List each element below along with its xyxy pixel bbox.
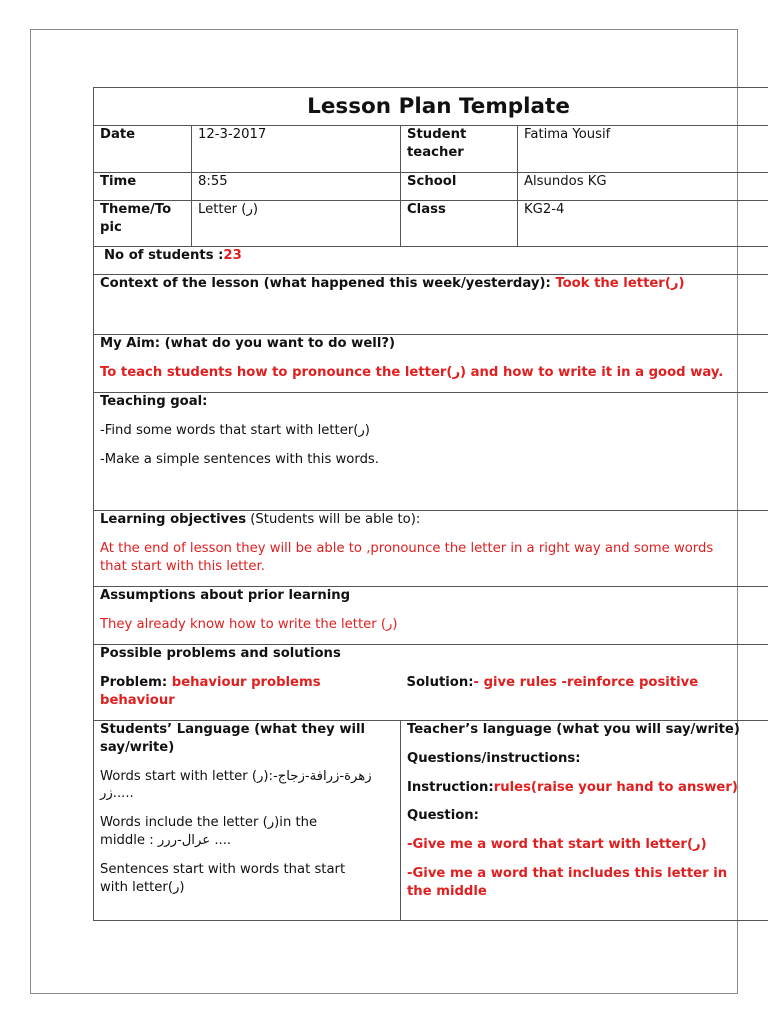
row-theme — [94, 201, 768, 247]
objectives-label: Learning objectives — [100, 512, 247, 527]
theme-label-line1: Theme/To — [100, 202, 172, 217]
solution-label: Solution: — [406, 674, 474, 690]
solution-line — [407, 674, 768, 692]
students-words-1-line2: زر..... — [100, 786, 134, 802]
students-language-header-line1: Students’ Language (what they will — [100, 722, 366, 737]
assumptions-cell — [94, 587, 768, 645]
students-language-cell — [94, 721, 401, 921]
students-words-3-line1: Sentences start with words that start — [100, 861, 346, 877]
solution-value: - give rules -reinforce positive — [473, 674, 699, 690]
theme-value: Letter (ر) — [192, 201, 401, 247]
students-words-2-line1: Words include the letter (ر)in the — [100, 815, 318, 831]
student-teacher-label-line2: teacher — [407, 144, 464, 160]
objectives-cell — [94, 511, 768, 587]
students-words-3-line2: with letter(ر) — [100, 879, 185, 895]
row-language — [94, 721, 768, 921]
teaching-goal-item-1: -Find some words that start with letter(ر) — [100, 422, 370, 438]
school-label: School — [401, 173, 518, 201]
students-words-1-line1: Words start with letter (ر):-زهرة-زرافة-زجاج — [100, 768, 372, 784]
question-label: Question: — [407, 808, 479, 824]
problems-right-spacer — [407, 645, 768, 663]
class-value: KG2-4 — [518, 201, 768, 247]
objectives-value-line1: At the end of lesson they will be able to ,pronounce the letter in a right way and some words — [100, 540, 714, 556]
lesson-plan-table — [93, 87, 768, 921]
questions-instructions-label: Questions/instructions: — [407, 750, 581, 766]
students-words-2-line2: middle : عرال-ررر .... — [100, 833, 232, 849]
students-count-cell — [94, 247, 768, 275]
problem-value-line2: behaviour — [100, 692, 175, 708]
problem-label: Problem: — [100, 674, 172, 690]
problems-label: Possible problems and solutions — [100, 646, 341, 661]
aim-label: My Aim: (what do you want to do well?) — [100, 336, 396, 351]
teaching-goal-label: Teaching goal: — [100, 394, 208, 409]
row-problems — [94, 645, 768, 721]
problems-right-cell — [401, 645, 768, 721]
student-teacher-label — [401, 126, 518, 173]
problem-line — [100, 674, 395, 692]
teacher-language-header: Teacher’s language (what you will say/write) — [407, 722, 740, 737]
row-assumptions — [94, 587, 768, 645]
instruction-line — [407, 779, 768, 797]
question-2-line1: -Give me a word that includes this letter in — [407, 866, 728, 882]
date-value: 12-3-2017 — [192, 126, 401, 173]
aim-cell — [94, 335, 768, 393]
context-cell — [94, 275, 768, 335]
question-2-line2: the middle — [407, 883, 487, 899]
time-label: Time — [94, 173, 192, 201]
class-label: Class — [401, 201, 518, 247]
aim-value: To teach students how to pronounce the letter(ر) and how to write it in a good way. — [100, 364, 724, 380]
instruction-value: rules(raise your hand to answer) — [493, 779, 738, 795]
school-value: Alsundos KG — [518, 173, 768, 201]
question-1: -Give me a word that start with letter(ر) — [407, 837, 707, 853]
teacher-language-cell — [401, 721, 768, 921]
objectives-heading — [100, 511, 768, 529]
theme-label — [94, 201, 192, 247]
date-label: Date — [94, 126, 192, 173]
problems-left-cell — [94, 645, 401, 721]
context-value: Took the letter(ر) — [555, 276, 685, 291]
row-time — [94, 173, 768, 201]
row-objectives — [94, 511, 768, 587]
teaching-goal-cell — [94, 393, 768, 511]
objectives-label-suffix: (Students will be able to): — [246, 512, 421, 527]
row-teaching-goal — [94, 393, 768, 511]
problem-value-line1: behaviour problems — [171, 674, 321, 690]
assumptions-label: Assumptions about prior learning — [100, 588, 351, 603]
instruction-label: Instruction: — [407, 779, 494, 795]
context-label: Context of the lesson (what happened this week/yesterday): — [100, 276, 556, 291]
students-language-header-line2: say/write) — [100, 739, 175, 755]
title-row — [94, 88, 768, 126]
row-students — [94, 247, 768, 275]
objectives-value-line2: that start with this letter. — [100, 558, 265, 574]
row-date — [94, 126, 768, 173]
students-count-label: No of students : — [104, 248, 224, 263]
page-title: Lesson Plan Template — [94, 88, 768, 126]
students-count-value: 23 — [223, 248, 242, 263]
row-aim — [94, 335, 768, 393]
row-context — [94, 275, 768, 335]
theme-label-line2: pic — [100, 219, 122, 235]
time-value: 8:55 — [192, 173, 401, 201]
teaching-goal-item-2: -Make a simple sentences with this words. — [100, 451, 379, 467]
student-teacher-value: Fatima Yousif — [518, 126, 768, 173]
assumptions-value: They already know how to write the letter (ر) — [100, 616, 398, 632]
student-teacher-label-line1: Student — [407, 127, 467, 142]
